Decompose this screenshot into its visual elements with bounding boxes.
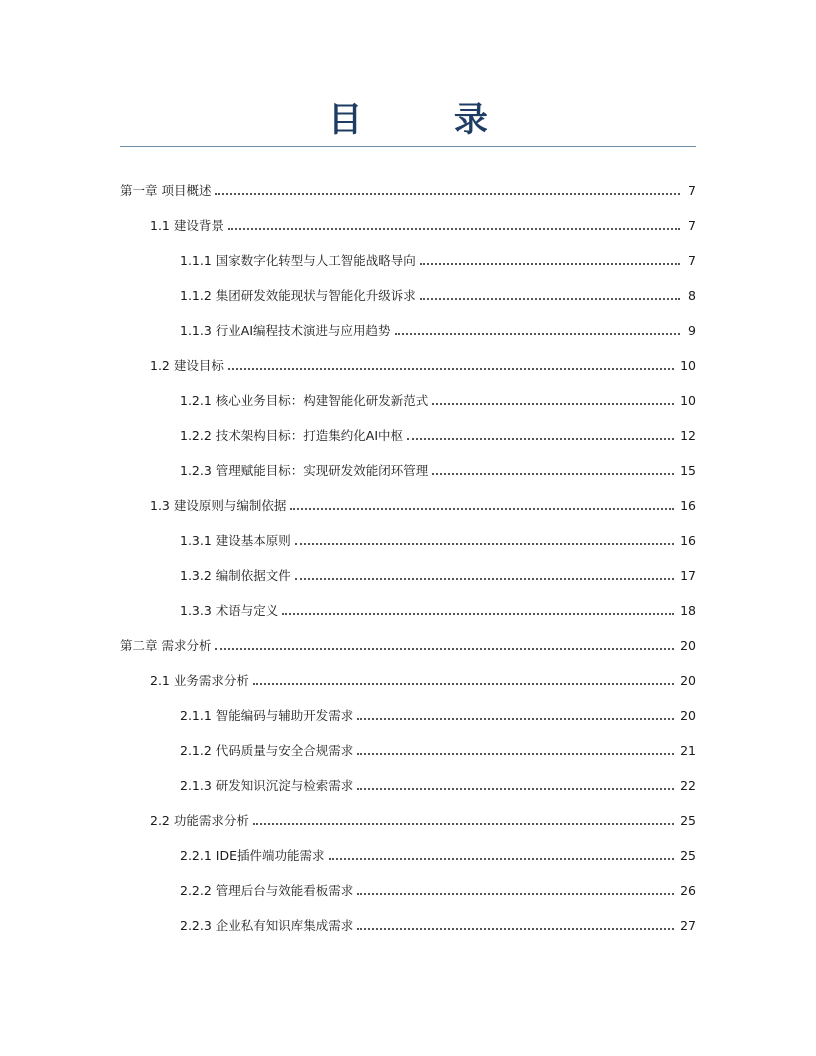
toc-entry-label: 第一章 项目概述 — [120, 183, 212, 198]
toc-entry-2-2-1[interactable] — [180, 841, 696, 865]
page-title: 目 录 — [328, 100, 528, 140]
dot-leader — [407, 438, 674, 440]
dot-leader — [432, 473, 674, 475]
toc-entry-label: 1.3.3 术语与定义 — [180, 603, 279, 618]
toc-entry-label: 1.1 建设背景 — [150, 218, 224, 233]
toc-entry-label: 1.2 建设目标 — [150, 358, 224, 373]
dot-leader — [357, 753, 674, 755]
dot-leader — [295, 543, 674, 545]
toc-entry-2-2-3[interactable] — [180, 911, 696, 935]
toc-entry-label: 1.2.2 技术架构目标：打造集约化AI中枢 — [180, 428, 404, 443]
toc-entry-1-3-3[interactable] — [180, 596, 696, 620]
dot-leader — [357, 788, 674, 790]
toc-entry-2-2-2[interactable] — [180, 876, 696, 900]
dot-leader — [290, 508, 674, 510]
toc-entry-label: 1.3 建设原则与编制依据 — [150, 498, 287, 513]
toc-entry-1-2-3[interactable] — [180, 456, 696, 480]
toc-entry-page: 20 — [680, 673, 696, 688]
dot-leader — [420, 298, 680, 300]
toc-entry-page: 7 — [688, 253, 696, 268]
toc-entry-page: 16 — [680, 533, 696, 548]
dot-leader — [295, 578, 674, 580]
dot-leader — [282, 613, 674, 615]
dot-leader — [215, 193, 680, 195]
toc-entry-1-1-2[interactable] — [180, 281, 696, 305]
dot-leader — [357, 718, 674, 720]
toc-entry-1-1-3[interactable] — [180, 316, 696, 340]
toc-entry-page: 27 — [680, 918, 696, 933]
toc-entry-label: 2.1.1 智能编码与辅助开发需求 — [180, 708, 354, 723]
toc-entry-label: 2.2.1 IDE插件端功能需求 — [180, 848, 325, 863]
toc-entry-label: 2.2.2 管理后台与效能看板需求 — [180, 883, 354, 898]
toc-entry-1-3-2[interactable] — [180, 561, 696, 585]
toc-entry-page: 10 — [680, 393, 696, 408]
dot-leader — [432, 403, 674, 405]
toc-entry-label: 2.2.3 企业私有知识库集成需求 — [180, 918, 354, 933]
toc-entry-page: 7 — [688, 218, 696, 233]
toc-entry-page: 25 — [680, 848, 696, 863]
toc-entry-label: 1.3.1 建设基本原则 — [180, 533, 291, 548]
dot-leader — [357, 893, 674, 895]
toc-entry-page: 20 — [680, 708, 696, 723]
dot-leader — [228, 228, 680, 230]
toc-entry-1-2[interactable] — [150, 351, 696, 375]
toc-entry-page: 8 — [688, 288, 696, 303]
toc-entry-1-1-1[interactable] — [180, 246, 696, 270]
toc-entry-page: 17 — [680, 568, 696, 583]
dot-leader — [420, 263, 680, 265]
toc-entry-1-3[interactable] — [150, 491, 696, 515]
toc-entry-page: 10 — [680, 358, 696, 373]
title-divider — [120, 146, 696, 147]
toc-entry-label: 第二章 需求分析 — [120, 638, 212, 653]
toc-entry-label: 2.2 功能需求分析 — [150, 813, 249, 828]
dot-leader — [253, 683, 674, 685]
toc-entry-label: 2.1.3 研发知识沉淀与检索需求 — [180, 778, 354, 793]
toc-entry-2-2[interactable] — [150, 806, 696, 830]
toc-entry-label: 2.1 业务需求分析 — [150, 673, 249, 688]
toc-entry-label: 1.1.2 集团研发效能现状与智能化升级诉求 — [180, 288, 416, 303]
dot-leader — [215, 648, 674, 650]
dot-leader — [395, 333, 680, 335]
toc-entry-page: 15 — [680, 463, 696, 478]
dot-leader — [329, 858, 675, 860]
toc-entry-page: 16 — [680, 498, 696, 513]
toc-entry-2-1-1[interactable] — [180, 701, 696, 725]
toc-entry-1-1[interactable] — [150, 211, 696, 235]
toc-entry-1-2-1[interactable] — [180, 386, 696, 410]
dot-leader — [357, 928, 674, 930]
toc-entry-label: 1.3.2 编制依据文件 — [180, 568, 291, 583]
toc-entry-page: 26 — [680, 883, 696, 898]
toc-entry-2-1[interactable] — [150, 666, 696, 690]
toc-entry-page: 20 — [680, 638, 696, 653]
toc-entry-1-2-2[interactable] — [180, 421, 696, 445]
toc-entry-label: 1.2.1 核心业务目标：构建智能化研发新范式 — [180, 393, 429, 408]
dot-leader — [228, 368, 674, 370]
toc-entry-page: 7 — [688, 183, 696, 198]
toc-entry-label: 2.1.2 代码质量与安全合规需求 — [180, 743, 354, 758]
toc-entry-page: 25 — [680, 813, 696, 828]
toc-entry-page: 18 — [680, 603, 696, 618]
toc-entry-label: 1.2.3 管理赋能目标：实现研发效能闭环管理 — [180, 463, 429, 478]
toc-entry-page: 9 — [688, 323, 696, 338]
toc-entry-page: 12 — [680, 428, 696, 443]
toc-entry-chapter-2[interactable] — [120, 631, 696, 655]
toc-entry-label: 1.1.3 行业AI编程技术演进与应用趋势 — [180, 323, 391, 338]
toc-entry-label: 1.1.1 国家数字化转型与人工智能战略导向 — [180, 253, 416, 268]
toc-entry-page: 21 — [680, 743, 696, 758]
dot-leader — [253, 823, 674, 825]
toc-entry-1-3-1[interactable] — [180, 526, 696, 550]
toc-entry-chapter-1[interactable] — [120, 176, 696, 200]
toc-entry-2-1-3[interactable] — [180, 771, 696, 795]
toc-entry-2-1-2[interactable] — [180, 736, 696, 760]
toc-entry-page: 22 — [680, 778, 696, 793]
